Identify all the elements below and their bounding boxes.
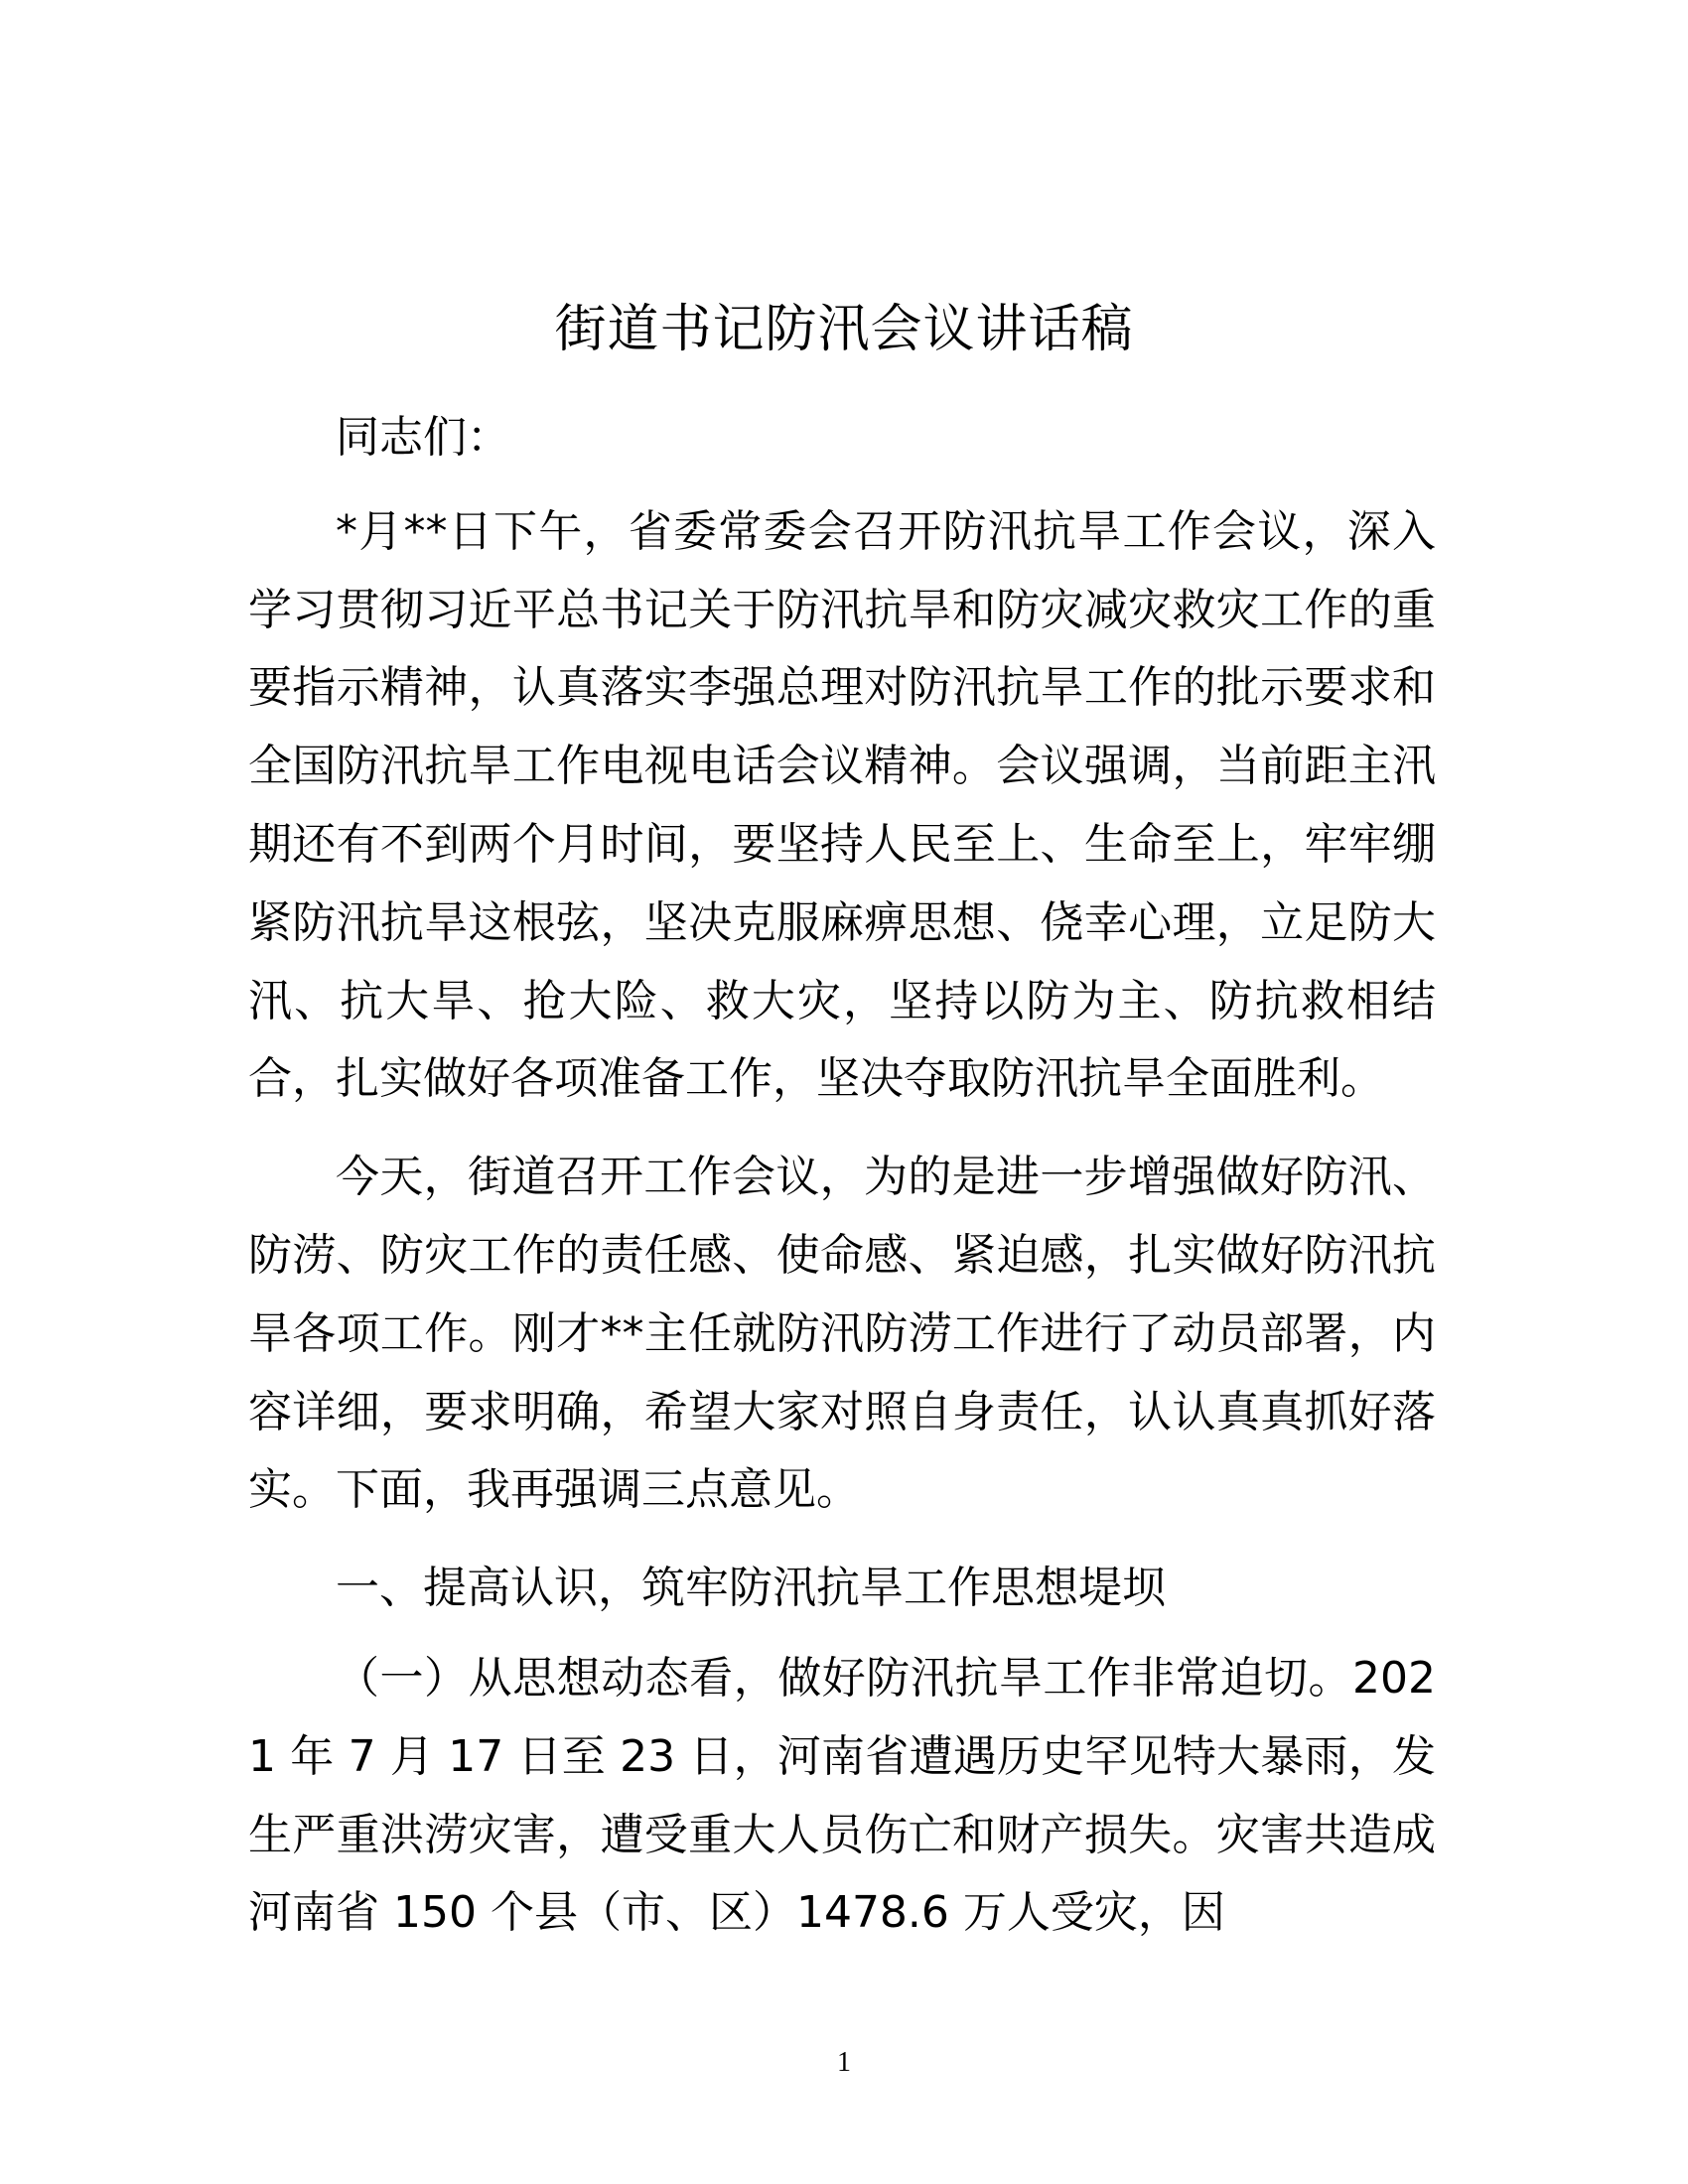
section-heading: 一、提高认识，筑牢防汛抗旱工作思想堤坝 <box>336 1563 1166 1614</box>
page-number: 1 <box>837 2047 851 2078</box>
body-paragraph: *月**日下午，省委常委会召开防汛抗旱工作会议，深入学习贯彻习近平总书记关于防汛抗旱和防灾减灾救灾工作的重要指示精神，认真落实李强总理对防汛抗旱工作的批示要求和全国防汛抗旱工作电视电话会议精神。会议强调，当前距主汛期还有不到两个月时间，要坚持人民至上、生命至上，牢牢绷紧防汛抗旱这根弦，坚决克服麻痹思想、侥幸心理，立足防大汛、抗大旱、抢大险、救大灾，坚持以防为主、防抗救相结合，扎实做好各项准备工作，坚决夺取防汛抗旱全面胜利。 <box>248 505 1436 1105</box>
subsection-paragraph: （一）从思想动态看，做好防汛抗旱工作非常迫切。2021 年 7 月 17 日至 23 日，河南省遭遇历史罕见特大暴雨，发生严重洪涝灾害，遭受重大人员伤亡和财产损失。灾害共造成河南省 150 个县（市、区）1478.6 万人受灾，因 <box>248 1652 1436 1939</box>
document-body <box>248 399 1436 1973</box>
salutation-paragraph: 同志们： <box>336 412 510 463</box>
body-paragraph: 今天，街道召开工作会议，为的是进一步增强做好防汛、防涝、防灾工作的责任感、使命感、紧迫感，扎实做好防汛抗旱各项工作。刚才**主任就防汛防涝工作进行了动员部署，内容详细，要求明确，希望大家对照自身责任，认认真真抓好落实。下面，我再强调三点意见。 <box>248 1152 1436 1516</box>
document-title: 街道书记防汛会议讲话稿 <box>554 300 1134 359</box>
